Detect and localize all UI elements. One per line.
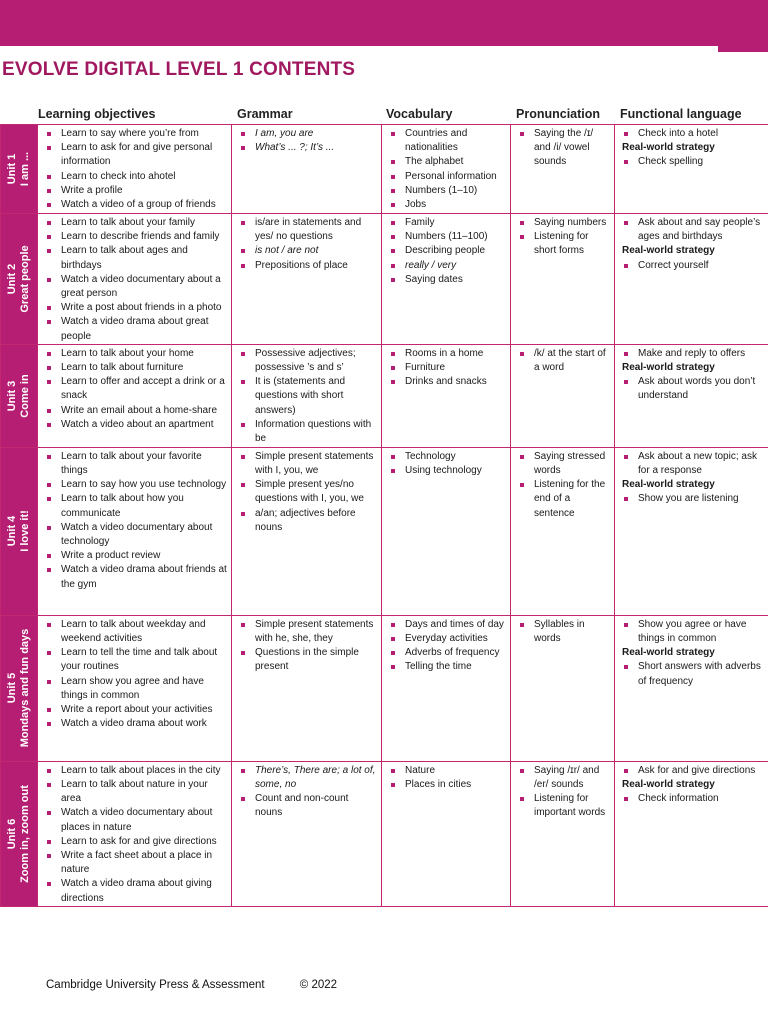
list-item: Learn to check into ahotel [41,170,228,184]
list-item: Learn to talk about your family [41,216,228,230]
functional-cell [615,761,768,906]
list-item: Learn to talk about furniture [41,361,228,375]
list-item: Learn to talk about weekday and weekend activities [41,618,228,646]
pronunciation-cell [511,447,615,615]
vocabulary-cell [382,447,511,615]
unit-name: I love it! [19,510,31,553]
list-item: Watch a video documentary about technology [41,521,228,549]
list-item: Saying dates [385,273,507,287]
list-item: Write a report about your activities [41,703,228,717]
list-item: Learn to offer and accept a drink or a snack [41,375,228,403]
list-item: Listening for important words [514,792,611,820]
vocabulary-list [385,127,507,212]
list-item: Learn to talk about how you communicate [41,492,228,520]
strategy-list [618,375,765,403]
vocabulary-cell [382,344,511,447]
grammar-list [235,216,378,273]
list-item: Saying numbers [514,216,611,230]
objectives-list [41,127,228,212]
grammar-list [235,764,378,821]
vocabulary-cell [382,125,511,214]
list-item: Watch a video documentary about a great person [41,273,228,301]
objectives-cell [38,344,232,447]
top-banner [0,0,768,46]
list-item: Describing people [385,244,507,258]
list-item: Drinks and snacks [385,375,507,389]
list-item: Personal information [385,170,507,184]
unit-cell [1,761,38,906]
functional-cell [615,344,768,447]
grammar-cell [232,125,382,214]
functional-list [618,618,765,646]
list-item: Show you agree or have things in common [618,618,765,646]
table-row [1,344,768,447]
objectives-cell [38,447,232,615]
pronunciation-cell [511,125,615,214]
footer-copyright: © 2022 [299,979,338,991]
list-item: Check information [618,792,765,806]
list-item: Watch a video of a group of friends [41,198,228,212]
list-item: Everyday activities [385,632,507,646]
list-item: Prepositions of place [235,259,378,273]
column-header-vocabulary: Vocabulary [386,107,453,121]
vocabulary-list [385,450,507,478]
page-title: EVOLVE DIGITAL LEVEL 1 CONTENTS [2,59,356,80]
list-item: Nature [385,764,507,778]
unit-cell [1,615,38,761]
pronunciation-cell [511,214,615,345]
list-item: Learn to say how you use technology [41,478,228,492]
list-item: Write a fact sheet about a place in nature [41,849,228,877]
list-item: Days and times of day [385,618,507,632]
objectives-cell [38,125,232,214]
table-row [1,761,768,906]
unit-cell [1,447,38,615]
vocabulary-list [385,618,507,675]
list-item: Telling the time [385,660,507,674]
list-item: Learn to talk about places in the city [41,764,228,778]
list-item: Adverbs of frequency [385,646,507,660]
list-item: Check spelling [618,155,765,169]
list-item: Places in cities [385,778,507,792]
strategy-list [618,155,765,169]
list-item: Saying /ɪr/ and /er/ sounds [514,764,611,792]
grammar-cell [232,761,382,906]
list-item: Learn to ask for and give directions [41,835,228,849]
unit-name: Zoom in, zoom out [19,784,31,883]
list-item: Write an email about a home-share [41,404,228,418]
list-item: Learn to ask for and give personal information [41,141,228,169]
table-row [1,214,768,345]
objectives-list [41,347,228,432]
unit-name: Come in [19,374,31,418]
list-item: Count and non-count nouns [235,792,378,820]
unit-number: Unit 2 [6,263,18,295]
list-item: Ask about a new topic; ask for a response [618,450,765,478]
functional-list [618,216,765,244]
real-world-strategy-label: Real-world strategy [622,362,715,374]
column-header-grammar: Grammar [237,107,293,121]
list-item: Numbers (1–10) [385,184,507,198]
list-item: Ask about words you don’t understand [618,375,765,403]
column-header-pronunciation: Pronunciation [516,107,601,121]
list-item: Watch a video drama about friends at the gym [41,563,228,591]
functional-list [618,347,765,361]
list-item: Countries and nationalities [385,127,507,155]
objectives-cell [38,761,232,906]
list-item: Using technology [385,464,507,478]
real-world-strategy-label: Real-world strategy [622,479,715,491]
unit-cell [1,125,38,214]
pronunciation-list [514,450,611,521]
list-item: /k/ at the start of a word [514,347,611,375]
unit-number: Unit 3 [6,380,18,412]
unit-number: Unit 1 [6,153,18,185]
list-item: Write a product review [41,549,228,563]
list-item: I am, you are [235,127,378,141]
list-item: Technology [385,450,507,464]
list-item: Write a profile [41,184,228,198]
functional-cell [615,447,768,615]
contents-table [0,124,768,907]
strategy-list [618,792,765,806]
pronunciation-list [514,216,611,259]
pronunciation-list [514,127,611,170]
unit-cell [1,344,38,447]
vocabulary-cell [382,761,511,906]
objectives-list [41,618,228,732]
top-banner-tab [718,46,768,52]
real-world-strategy-label: Real-world strategy [622,245,715,257]
unit-label [6,374,32,417]
unit-name: Great people [19,245,31,313]
list-item: Possessive adjectives; possessive ’s and s’ [235,347,378,375]
table-row [1,615,768,761]
list-item: Saying stressed words [514,450,611,478]
objectives-list [41,450,228,592]
real-world-strategy-label: Real-world strategy [622,647,715,659]
list-item: Numbers (11–100) [385,230,507,244]
table-row [1,125,768,214]
list-item: Learn to talk about ages and birthdays [41,244,228,272]
list-item: Family [385,216,507,230]
unit-label [6,629,32,748]
unit-number: Unit 4 [6,516,18,547]
list-item: It is (statements and questions with short answers) [235,375,378,418]
column-header-objectives: Learning objectives [38,107,156,121]
list-item: Saying the /ɪ/ and /i/ vowel sounds [514,127,611,170]
functional-list [618,450,765,478]
unit-label [6,245,32,312]
unit-number: Unit 5 [6,673,18,704]
pronunciation-cell [511,761,615,906]
pronunciation-cell [511,615,615,761]
pronunciation-list [514,347,611,375]
pronunciation-list [514,618,611,646]
list-item: Watch a video drama about giving directions [41,877,228,905]
list-item: Learn to talk about your home [41,347,228,361]
vocabulary-list [385,216,507,287]
list-item: Learn show you agree and have things in common [41,675,228,703]
grammar-cell [232,214,382,345]
grammar-list [235,618,378,675]
pronunciation-cell [511,344,615,447]
strategy-list [618,492,765,506]
list-item: Questions in the simple present [235,646,378,674]
functional-cell [615,214,768,345]
grammar-list [235,450,378,535]
list-item: is/are in statements and yes/ no questions [235,216,378,244]
objectives-list [41,764,228,906]
list-item: Watch a video drama about great people [41,315,228,343]
list-item: Jobs [385,198,507,212]
list-item: Learn to talk about nature in your area [41,778,228,806]
list-item: Simple present yes/no questions with I, you, we [235,478,378,506]
unit-label [6,511,32,553]
list-item: Learn to talk about your favorite things [41,450,228,478]
list-item: a/an; adjectives before nouns [235,507,378,535]
list-item: Watch a video drama about work [41,717,228,731]
unit-cell [1,214,38,345]
footer [46,979,369,991]
list-item: Syllables in words [514,618,611,646]
objectives-cell [38,214,232,345]
list-item: Simple present statements with he, she, they [235,618,378,646]
unit-name: Mondays and fun days [19,629,31,748]
list-item: The alphabet [385,155,507,169]
list-item: Watch a video about an apartment [41,418,228,432]
list-item: Ask about and say people’s ages and birthdays [618,216,765,244]
grammar-list [235,127,378,155]
pronunciation-list [514,764,611,821]
unit-name: I am ... [19,151,31,187]
functional-list [618,127,765,141]
unit-number: Unit 6 [6,818,18,850]
list-item: Correct yourself [618,259,765,273]
list-item: Learn to tell the time and talk about your routines [41,646,228,674]
table-row [1,447,768,615]
functional-cell [615,615,768,761]
strategy-list [618,259,765,273]
list-item: Short answers with adverbs of frequency [618,660,765,688]
real-world-strategy-label: Real-world strategy [622,142,715,154]
list-item: Rooms in a home [385,347,507,361]
vocabulary-cell [382,214,511,345]
strategy-list [618,660,765,688]
list-item: Furniture [385,361,507,375]
list-item: Learn to say where you’re from [41,127,228,141]
list-item: really / very [385,259,507,273]
list-item: Show you are listening [618,492,765,506]
list-item: Information questions with be [235,418,378,446]
grammar-cell [232,615,382,761]
objectives-list [41,216,228,344]
list-item: Write a post about friends in a photo [41,301,228,315]
list-item: is not / are not [235,244,378,258]
vocabulary-list [385,347,507,390]
vocabulary-cell [382,615,511,761]
list-item: Learn to describe friends and family [41,230,228,244]
list-item: Ask for and give directions [618,764,765,778]
list-item: Check into a hotel [618,127,765,141]
functional-cell [615,125,768,214]
list-item: There’s, There are; a lot of, some, no [235,764,378,792]
column-header-functional: Functional language [620,107,742,121]
list-item: Listening for short forms [514,230,611,258]
grammar-cell [232,344,382,447]
footer-publisher: Cambridge University Press & Assessment [46,979,265,991]
list-item: Watch a video documentary about places in nature [41,806,228,834]
unit-label [6,785,32,883]
grammar-list [235,347,378,446]
list-item: Listening for the end of a sentence [514,478,611,521]
functional-list [618,764,765,778]
real-world-strategy-label: Real-world strategy [622,779,715,791]
list-item: Make and reply to offers [618,347,765,361]
unit-label [6,152,32,186]
list-item: What’s ... ?; It’s ... [235,141,378,155]
grammar-cell [232,447,382,615]
list-item: Simple present statements with I, you, we [235,450,378,478]
objectives-cell [38,615,232,761]
vocabulary-list [385,764,507,792]
